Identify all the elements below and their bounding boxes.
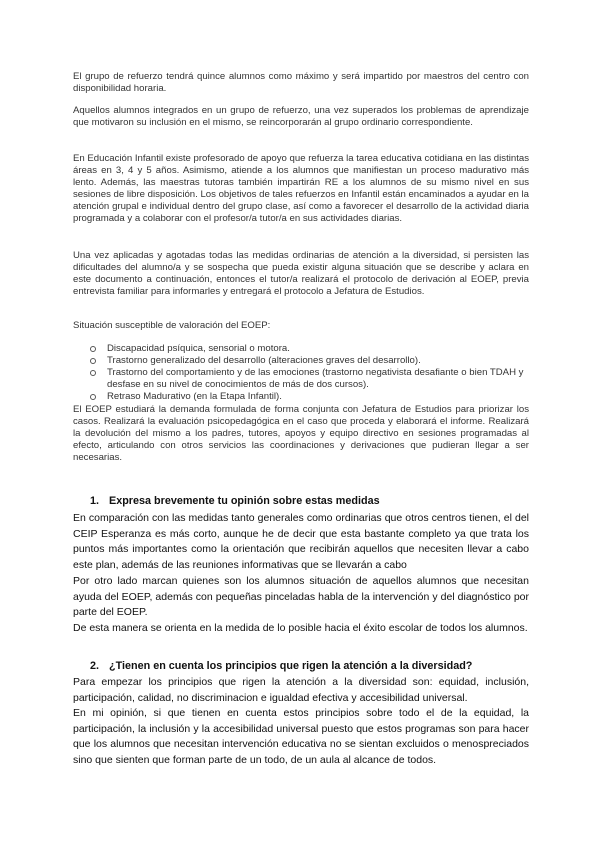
list-item: Retraso Madurativo (en la Etapa Infantil). bbox=[90, 391, 532, 403]
paragraph-reincorporation: Aquellos alumnos integrados en un grupo de refuerzo, una vez superados los problemas de aprendizaje que motivaron su inclusión en el mismo, se reincorporarán al grupo ordinario correspondiente. bbox=[73, 105, 529, 128]
question-2-answer-part-1: Para empezar los principios que rigen la atención a la diversidad son: equidad, inclusión, participación, calidad, no discriminacion e igualdad efectiva y accesibilidad universal. bbox=[73, 676, 529, 704]
list-item: Discapacidad psíquica, sensorial o motora. bbox=[90, 343, 532, 355]
eoep-situations-list bbox=[90, 343, 532, 403]
paragraph-eoep-study: El EOEP estudiará la demanda formulada de forma conjunta con Jefatura de Estudios para priorizar los casos. Realizará la evaluación psicopedagógica en el caso que proceda y elaborará el informe. Realizará la devolución del mismo a los padres, tutores, apoyos y equipo directivo en sesiones programadas al efecto, articulando con otros servicios las coordinaciones y derivaciones que pudieran llegar a ser necesarias. bbox=[73, 404, 529, 463]
question-1-number: 1. bbox=[90, 495, 100, 507]
question-2-heading bbox=[90, 660, 472, 672]
question-1-heading bbox=[90, 495, 380, 507]
paragraph-refuerzo-group: El grupo de refuerzo tendrá quince alumnos como máximo y será impartido por maestros del centro con disponibilidad horaria. bbox=[73, 71, 529, 94]
paragraph-eoep-situations-intro: Situación susceptible de valoración del EOEP: bbox=[73, 320, 271, 331]
paragraph-eoep-protocol: Una vez aplicadas y agotadas todas las medidas ordinarias de atención a la diversidad, si persisten las dificultades del alumno/a y se sospecha que pueda existir alguna situación que se describe y aclara en este documento a continuación, entonces el tutor/a realizará el protocolo de derivación al EOEP, previa entrevista familiar para informarles y entregará el protocolo a Jefatura de Estudios. bbox=[73, 250, 529, 297]
question-1-title: Expresa brevemente tu opinión sobre estas medidas bbox=[109, 495, 380, 507]
question-1-answer-part-3: De esta manera se orienta en la medida de lo posible hacia el éxito escolar de todos los alumnos. bbox=[73, 622, 528, 634]
question-1-answer-part-2: Por otro lado marcan quienes son los alumnos situación de aquellos alumnos que necesitan ayuda del EOEP, además con pequeñas pinceladas habla de la intervención y del diagnóstico por parte del EOEP. bbox=[73, 575, 529, 619]
question-2-answer-part-2: En mi opinión, si que tienen en cuenta estos principios sobre todo el de la equidad, la participación, la inclusión y la accesibilidad universal puesto que estos programas son para hacer que los alumnos que necesitan intervención educativa no se sientan excluidos o menospreciados sino que sienten que forman parte de un todo, de un aula al alcance de todos. bbox=[73, 707, 529, 767]
question-2-number: 2. bbox=[90, 660, 100, 672]
list-item: Trastorno del comportamiento y de las emociones (trastorno negativista desafiante o bien TDAH y desfase en su nivel de conocimientos de más de dos cursos). bbox=[90, 367, 532, 391]
question-1-answer-part-1: En comparación con las medidas tanto generales como ordinarias que otros centros tienen, el del CEIP Esperanza es más corto, aunque he de decir que esta bastante completo ya que trata los puntos más importantes como la orientación que recibirán aquellos que necesiten llevar a cabo este plan, además de las reuniones informativas que se llevarán a cabo bbox=[73, 512, 529, 572]
question-2-title: ¿Tienen en cuenta los principios que rigen la atención a la diversidad? bbox=[109, 660, 473, 672]
paragraph-infantil-support: En Educación Infantil existe profesorado de apoyo que refuerza la tarea educativa cotidiana en las distintas áreas en 3, 4 y 5 años. Asimismo, atiende a los alumnos que manifiestan un proceso madurativo más lento. Además, las maestras tutoras también impartirán RE a los alumnos de su mismo nivel en sus sesiones de libre disposición. Los objetivos de tales refuerzos en Infantil están encaminados a ayudar en la atención grupal e individual dentro del grupo clase, así como a favorecer el desarrollo de la actividad diaria programada y a colaborar con el profesor/a tutor/a en sus actividades diarias. bbox=[73, 153, 529, 224]
list-item: Trastorno generalizado del desarrollo (alteraciones graves del desarrollo). bbox=[90, 355, 532, 367]
